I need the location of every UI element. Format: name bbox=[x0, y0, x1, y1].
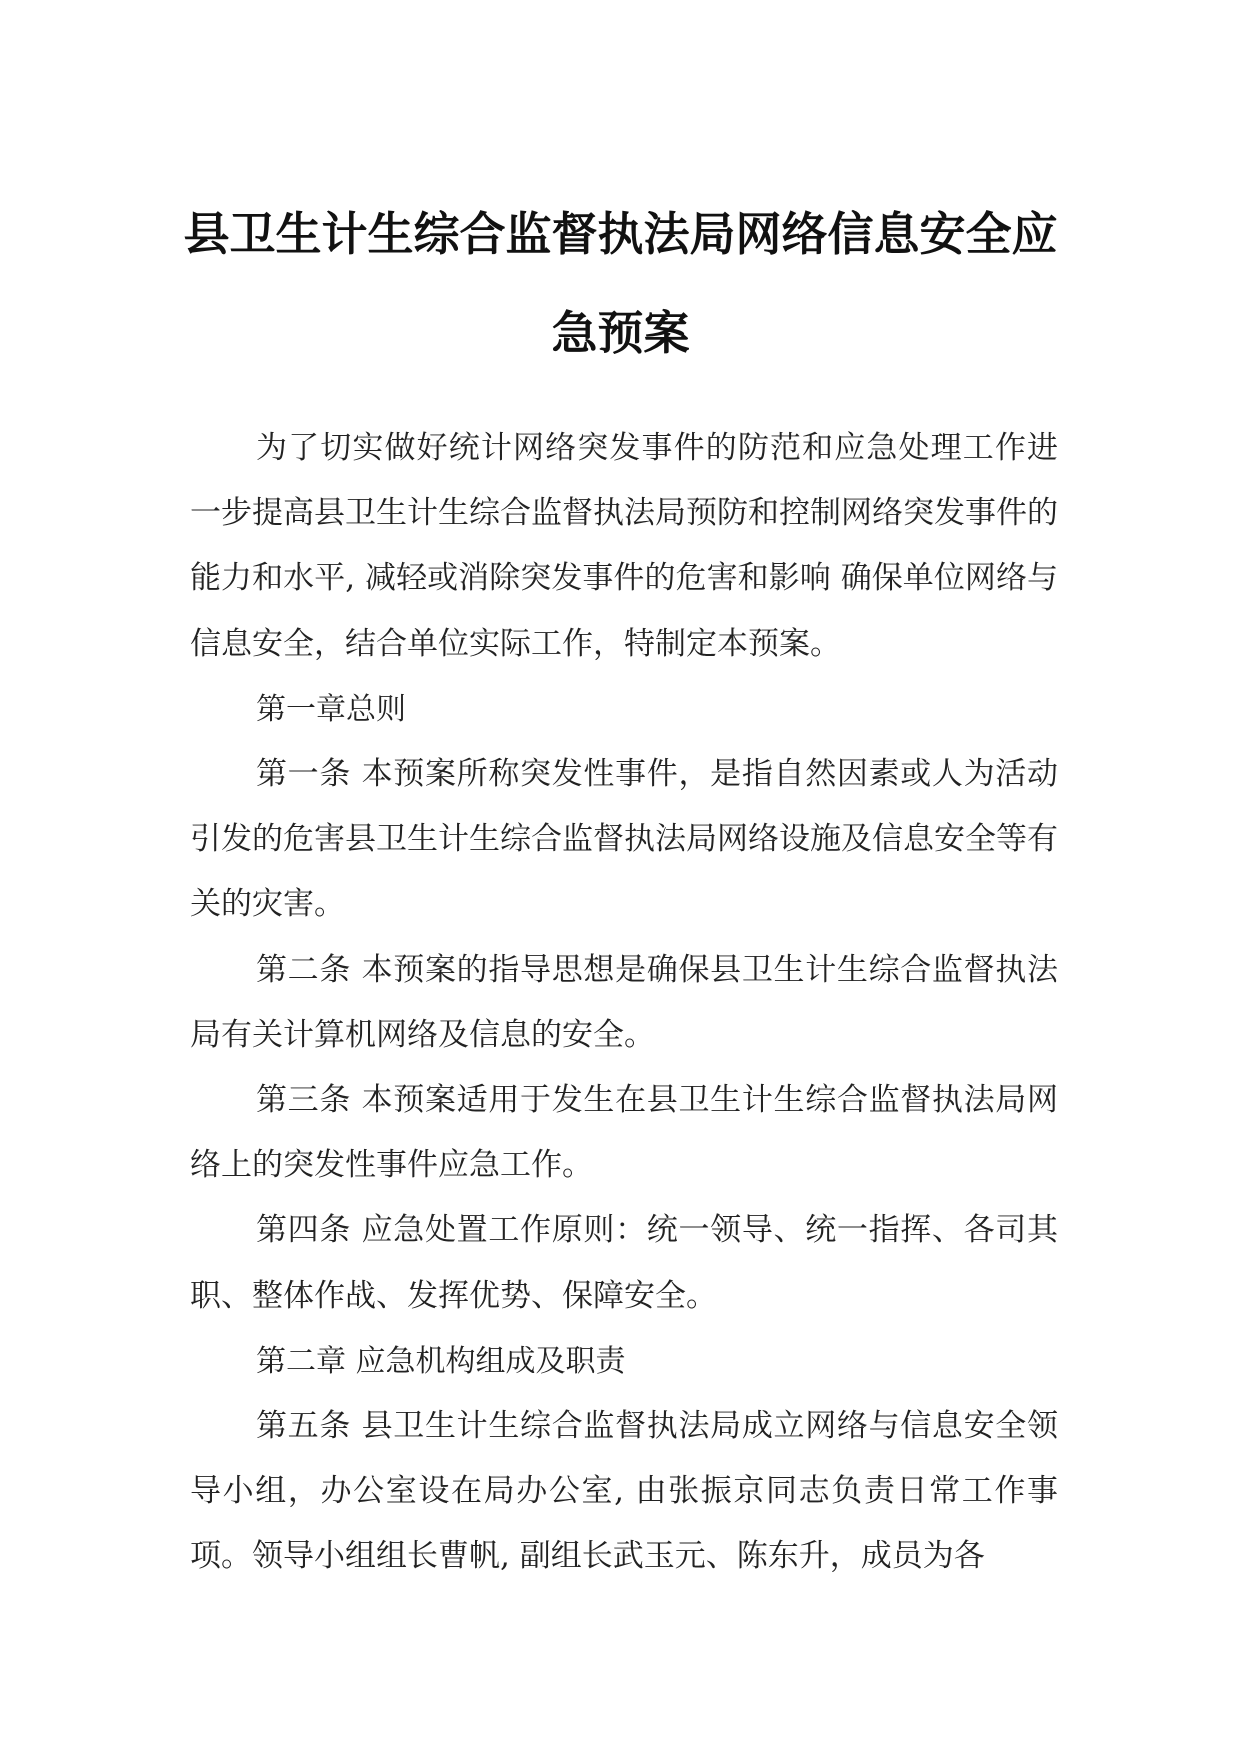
article-2-paragraph: 第二条 本预案的指导思想是确保县卫生计生综合监督执法局有关计算机网络及信息的安全。 bbox=[190, 951, 1058, 1053]
chapter-heading-2: 第二章 应急机构组成及职责 bbox=[256, 1343, 626, 1379]
article-5-paragraph: 第五条 县卫生计生综合监督执法局成立网络与信息安全领导小组，办公室设在局办公室, 由张振京同志负责日常工作事项。领导小组组长曹帆, 副组长武玉元、陈东升，成员为各 bbox=[190, 1408, 1058, 1575]
article-4-paragraph: 第四条 应急处置工作原则：统一领导、统一指挥、各司其职、整体作战、发挥优势、保障安全。 bbox=[190, 1212, 1058, 1314]
chapter-heading-1: 第一章总则 bbox=[256, 691, 406, 727]
intro-paragraph: 为了切实做好统计网络突发事件的防范和应急处理工作进一步提高县卫生计生综合监督执法局预防和控制网络突发事件的能力和水平, 减轻或消除突发事件的危害和影响 确保单位网络与信息安全，结合单位实际工作，特制定本预案。 bbox=[190, 430, 1058, 662]
document-title-line-2: 急预案 bbox=[551, 306, 690, 360]
article-1-paragraph: 第一条 本预案所称突发性事件，是指自然因素或人为活动引发的危害县卫生计生综合监督执法局网络设施及信息安全等有关的灾害。 bbox=[190, 756, 1058, 923]
document-title-line-1: 县卫生计生综合监督执法局网络信息安全应 bbox=[183, 207, 1058, 261]
article-3-paragraph: 第三条 本预案适用于发生在县卫生计生综合监督执法局网络上的突发性事件应急工作。 bbox=[190, 1082, 1058, 1184]
document-body bbox=[190, 416, 1058, 1590]
